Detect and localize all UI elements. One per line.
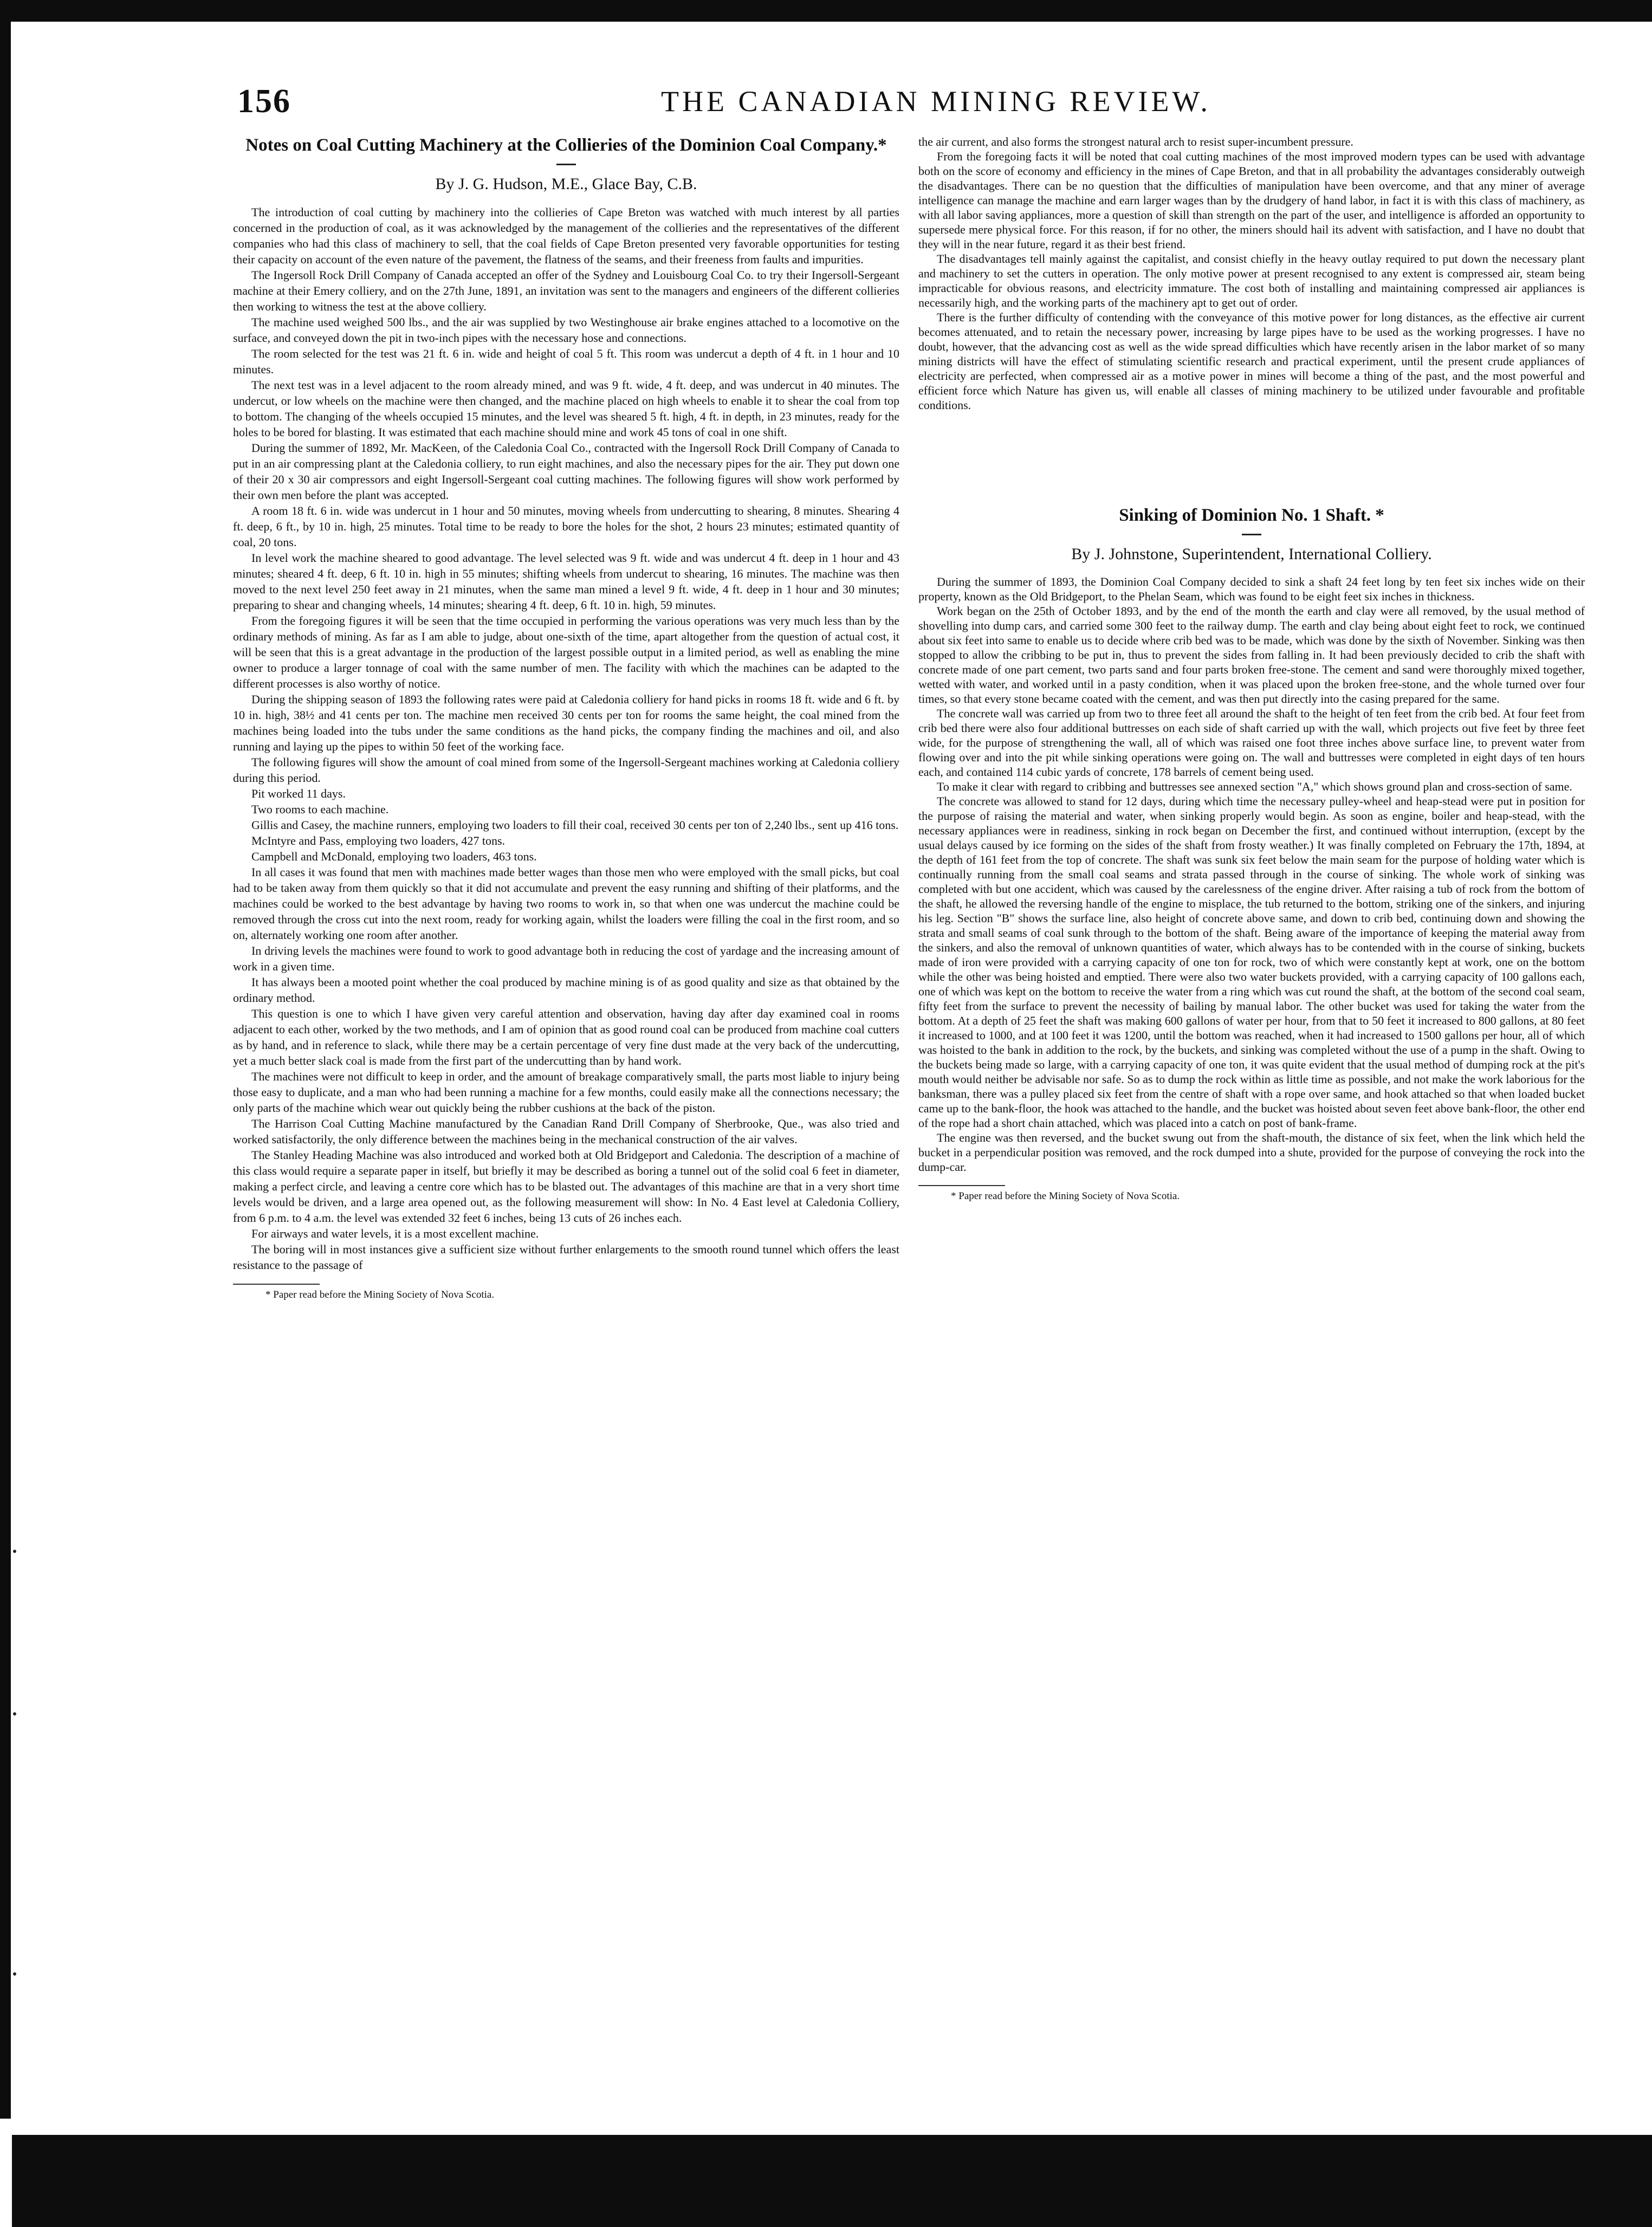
title-divider bbox=[556, 164, 576, 165]
paragraph: For airways and water levels, it is a most excellent machine. bbox=[251, 1227, 539, 1240]
paragraph: In level work the machine sheared to good advantage. The level selected was 9 ft. wide and was undercut 4 ft. deep in 1 hour and 43 minutes; sheared 4 ft. deep, 6 ft. 10 in. high in 55 minutes; shifting wheels from undercut to shearing, 16 minutes. The machine was then moved to the next level 250 feet away in 21 minutes, when the same man mined a level 9 ft. wide, 4 ft. deep in 1 hour and 30 minutes; preparing to shear and changing wheels, 14 minutes; shearing 4 ft. deep, 6 ft. 10 in. high, 59 minutes. bbox=[233, 551, 899, 612]
left-column bbox=[233, 134, 899, 1301]
paragraph: This question is one to which I have given very careful attention and observation, having day after day examined coal in rooms adjacent to each other, worked by the two methods, and I am of opinion that as good round coal can be produced from machine coal cutters as by hand, and in reference to slack, while there may be a certain percentage of very fine dust made at the very back of the undercutting, yet a much better slack coal is made from the first part of the undercutting than by hand work. bbox=[233, 1007, 899, 1067]
paragraph: The machines were not difficult to keep in order, and the amount of breakage comparatively small, the parts most liable to injury being those easy to duplicate, and a man who had been running a machine for a few months, could easily make all the connections necessary; the only parts of the machine which wear out quickly being the rubber cushions at the back of the piston. bbox=[233, 1070, 899, 1115]
page-number: 156 bbox=[237, 83, 291, 120]
right-column bbox=[918, 134, 1585, 1202]
paragraph: In all cases it was found that men with machines made better wages than those men who were employed with the small picks, but coal had to be taken away from them quickly so that it did not accumulate and prevent the easy running and shifting of their platforms, and the machines could be worked to the best advantage by having two rooms to work in, so that when one was undercut the machine could be removed through the cross cut into the next room, ready for working again, whilst the loaders were filling the coal in the first room, and so on, alternately working one room after another. bbox=[233, 865, 899, 942]
shaft-article-byline: By J. Johnstone, Superintendent, International Colliery. bbox=[1071, 545, 1432, 563]
paragraph: In driving levels the machines were found to work to good advantage both in reducing the cost of yardage and the increasing amount of work in a given time. bbox=[233, 944, 899, 973]
paragraph: During the shipping season of 1893 the following rates were paid at Caledonia colliery for hand picks in rooms 18 ft. wide and 6 ft. by 10 in. high, 38½ and 41 cents per ton. The machine men received 30 cents per ton for rooms the same height, the coal mined from the machines being loaded into the tubs under the same conditions as the hand picks, the company finding the machines and oil, and also running and laying up the pipes to within 50 feet of the working face. bbox=[233, 692, 899, 753]
paragraph: During the summer of 1892, Mr. MacKeen, of the Caledonia Coal Co., contracted with the Ingersoll Rock Drill Company of Canada to put in an air compressing plant at the Caledonia colliery, to run eight machines, and also the necessary pipes for the air. They put down one of their 20 x 30 air compressors and eight Ingersoll-Sergeant coal cutting machines. The following figures will show work performed by their own men before the plant was accepted. bbox=[233, 441, 899, 502]
footnote-rule bbox=[233, 1284, 320, 1285]
continued-paragraph: the air current, and also forms the strongest natural arch to resist super-incumbent pressure. bbox=[918, 135, 1353, 148]
paragraph: The engine was then reversed, and the bucket swung out from the shaft-mouth, the distance of six feet, when the link which held the bucket in a perpendicular position was removed, and the rock dumped into a shute, provided for the purpose of conveying the rock into the dump-car. bbox=[918, 1131, 1585, 1174]
shaft-article bbox=[918, 504, 1585, 1202]
shaft-article-footnote: * Paper read before the Mining Society of Nova Scotia. bbox=[951, 1190, 1180, 1202]
paragraph: It has always been a mooted point whether the coal produced by machine mining is of as good quality and size as that obtained by the ordinary method. bbox=[233, 975, 899, 1005]
paragraph: A room 18 ft. 6 in. wide was undercut in 1 hour and 50 minutes, moving wheels from undercutting to shearing, 8 minutes. Shearing 4 ft. deep, 6 ft., by 10 in. high, 25 minutes. Total time to be ready to bore the holes for the shot, 2 hours 23 minutes; estimated quantity of coal, 20 tons. bbox=[233, 504, 899, 549]
shaft-article-title: Sinking of Dominion No. 1 Shaft. * bbox=[1119, 506, 1384, 525]
margin-mark bbox=[13, 1550, 16, 1553]
paragraph: The concrete wall was carried up from two to three feet all around the shaft to the height of ten feet from the crib bed. At four feet from crib bed there were also four additional buttresses on each side of shaft carried up with the wall, which projects out five feet by three feet wide, for the purpose of strengthening the wall, all of which was raised one foot three inches above surface line, to prevent water from flowing over and into the pit while sinking operations were going on. The wall and buttresses were completed in eight days of ten hours each, and contained 114 cubic yards of concrete, 178 barrels of cement being used. bbox=[918, 707, 1585, 779]
bottom-border-bar bbox=[12, 2135, 1652, 2227]
continued-paragraph: There is the further difficulty of contending with the conveyance of this motive power for long distances, as the effective air current becomes attenuated, and to retain the necessary power, increasing by large pipes have to be used as the working progresses. I have no doubt, however, that the advancing cost as well as the wide spread difficulties which have recently arisen in the labor market of so many mining districts will have the effect of stimulating scientific research and practical experiment, until the present crude appliances of electricity are perfected, when compressed air as a motive power in mines will become a thing of the past, and the most powerful and efficient force which Nature has given us, will enable all classes of mining machinery to be utilized under favourable and profitable conditions. bbox=[918, 310, 1585, 412]
paragraph: The Stanley Heading Machine was also introduced and worked both at Old Bridgeport and Caledonia. The description of a machine of this class would require a separate paper in itself, but briefly it may be described as boring a tunnel out of the solid coal 6 feet in diameter, making a perfect circle, and leaving a centre core which has to be blasted out. The advantages of this machine are that in a very short time levels would be driven, and a large area opened out, as the following measurement will show: In No. 4 East level at Caledonia Colliery, from 6 p.m. to 4 a.m. the level was extended 32 feet 6 inches, being 13 cuts of 26 inches each. bbox=[233, 1148, 899, 1225]
paragraph: The Harrison Coal Cutting Machine manufactured by the Canadian Rand Drill Company of Sherbrooke, Que., was also tried and worked satisfactorily, the only difference between the machines being in the mechanical construction of the air valves. bbox=[233, 1117, 899, 1146]
coal-article-title: Notes on Coal Cutting Machinery at the Collieries of the Dominion Coal Company.* bbox=[245, 135, 887, 155]
paragraph: To make it clear with regard to cribbing and buttresses see annexed section "A," which shows ground plan and cross-section of same. bbox=[937, 780, 1572, 793]
paragraph: The Ingersoll Rock Drill Company of Canada accepted an offer of the Sydney and Louisbourg Coal Co. to try their Ingersoll-Sergeant machine at their Emery colliery, and on the 27th June, 1891, an invitation was sent to the managers and engineers of the different collieries then working to witness the test at the above colliery. bbox=[233, 268, 899, 313]
paragraph: The following figures will show the amount of coal mined from some of the Ingersoll-Sergeant machines working at Caledonia colliery during this period. bbox=[233, 755, 899, 785]
coal-article-footnote: * Paper read before the Mining Society of Nova Scotia. bbox=[265, 1289, 495, 1300]
paragraph: Work began on the 25th of October 1893, and by the end of the month the earth and clay were all removed, by the usual method of shovelling into dump cars, and carried some 300 feet to the railway dump. The earth and clay being about eight feet to rock, we continued about six feet into same to enable us to decide where crib bed was to be made, which was done by the sixth of November. Sinking was then stopped to allow the cribbing to be put in, thus to prevent the sides from falling in. It had been previously decided to crib the shaft with concrete made of one part cement, two parts sand and four parts broken free-stone. The cement and sand were thoroughly mixed together, wetted with water, and worked until in a pasty condition, when it was placed upon the broken free-stone, and the whole turned over four times, so that every stone became coated with the cement, and was then put directly into the casing prepared for the same. bbox=[918, 604, 1585, 705]
coal-article-byline: By J. G. Hudson, M.E., Glace Bay, C.B. bbox=[435, 175, 697, 193]
paragraph: The next test was in a level adjacent to the room already mined, and was 9 ft. wide, 4 ft. deep, and was undercut in 40 minutes. The undercut, or low wheels on the machine were then changed, and the machine placed on high wheels to enable it to shear the coal from top to bottom. The changing of the wheels occupied 15 minutes, and the level was sheared 5 ft. high, 4 ft. in depth, in 23 minutes, ready for the holes to be bored for blasting. It was estimated that each machine should mine and work 45 tons of coal in one shift. bbox=[233, 378, 899, 439]
paragraph: Two rooms to each machine. bbox=[251, 802, 389, 816]
margin-mark bbox=[13, 1712, 16, 1715]
paragraph: Campbell and McDonald, employing two loaders, 463 tons. bbox=[251, 850, 537, 863]
paragraph: McIntyre and Pass, employing two loaders, 427 tons. bbox=[251, 834, 506, 847]
continued-paragraph: The disadvantages tell mainly against the capitalist, and consist chiefly in the heavy outlay required to put down the necessary plant and machinery to set the cutters in operation. The only motive power at present recognised to any extent is compressed air, steam being impracticable for obvious reasons, and electricity immature. The cost both of installing and maintaining compressed air appliances is necessarily high, and the working parts of the machinery apt to get out of order. bbox=[918, 252, 1585, 309]
paragraph: The introduction of coal cutting by machinery into the collieries of Cape Breton was watched with much interest by all parties concerned in the production of coal, as it was acknowledged by the management of the collieries and the representatives of the different companies who had this class of machinery to sell, that the coal fields of Cape Breton presented very favorable opportunities for testing their capacity on account of the even nature of the pavement, the flatness of the seams, and their freeness from faults and impurities. bbox=[233, 205, 899, 266]
running-title: THE CANADIAN MINING REVIEW. bbox=[661, 85, 1211, 118]
paragraph: Pit worked 11 days. bbox=[251, 787, 346, 800]
title-divider bbox=[1242, 534, 1261, 535]
continued-paragraph: From the foregoing facts it will be noted that coal cutting machines of the most improved modern types can be used with advantage both on the score of economy and efficiency in the mines of Cape Breton, and that in all probability the advantages considerably outweigh the disadvantages. There can be no question that the difficulties of manipulation have been overcome, and that any miner of average intelligence can manage the machine and earn larger wages than by the drudgery of hand labor, in fact it is with this class of machinery, as with all labor saving appliances, more a question of skill than strength on the part of the user, and intelligence is afforded an opportunity to supersede mere physical force. For this reason, if for no other, the miners should hail its advent with satisfaction, and I have no doubt that they will in the near future, regard it as their best friend. bbox=[918, 150, 1585, 251]
paragraph: Gillis and Casey, the machine runners, employing two loaders to fill their coal, received 30 cents per ton of 2,240 lbs., sent up 416 tons. bbox=[251, 818, 899, 832]
paragraph: During the summer of 1893, the Dominion Coal Company decided to sink a shaft 24 feet long by ten feet six inches wide on their property, known as the Old Bridgeport, to the Phelan Seam, which was found to be eight feet six inches in thickness. bbox=[918, 575, 1585, 603]
footnote-rule bbox=[918, 1185, 1005, 1186]
paragraph: From the foregoing figures it will be seen that the time occupied in performing the various operations was very much less than by the ordinary methods of mining. As far as I am able to judge, about one-sixth of the time, apart altogether from the question of actual cost, it will be seen that this is a great advantage in the production of the largest possible output in a limited period, as well as enabling the mine owner to produce a larger tonnage of coal with the same number of men. The facility with which the machines can be adapted to the different processes is also worthy of notice. bbox=[233, 614, 899, 690]
paragraph: The room selected for the test was 21 ft. 6 in. wide and height of coal 5 ft. This room was undercut a depth of 4 ft. in 1 hour and 10 minutes. bbox=[233, 347, 899, 376]
paragraph: The boring will in most instances give a sufficient size without further enlargements to the smooth round tunnel which offers the least resistance to the passage of bbox=[233, 1242, 899, 1272]
paragraph: The concrete was allowed to stand for 12 days, during which time the necessary pulley-wheel and heap-stead were put in position for the purpose of raising the material and water, when sinking properly would begin. As soon as engine, boiler and heap-stead, with the necessary appliances were in readiness, sinking in rock began on December the first, and continued without interruption, (except by the usual delays caused by ice forming on the sides of the shaft from frosty weather.) It was finally completed on February the 17th, 1894, at the depth of 161 feet from the top of concrete. The shaft was sunk six feet below the main seam for the purpose of holding water which is continually running from the small coal seams and strata passed through in the course of sinking. The whole work of sinking was completed with but one accident, which was caused by the carelessness of the engine driver. After raising a tub of rock from the bottom of the shaft, he allowed the reversing handle of the engine to misplace, the tub returned to the bottom, striking one of the sinkers, and injuring his leg. Section "B" shows the surface line, also height of concrete above same, and down to crib bed, continuing down and showing the strata and small seams of coal sunk through to the bottom of the shaft. Being aware of the importance of keeping the material away from the sinkers, and also the removal of unknown quantities of water, which always has to be contended with in the course of sinking, buckets made of iron were provided with a carrying capacity of one ton for rock, two of which were constantly kept at work, one on the bottom while the other was being hoisted and emptied. There were also two water buckets provided, with a carrying capacity of 100 gallons each, one of which was kept on the bottom to receive the water from a ring which was cut round the shaft, at the bottom of the second coal seam, fifty feet from the surface to prevent the necessity of bailing by manual labor. The other bucket was used for taking the water from the bottom. At a depth of 25 feet the shaft was making 600 gallons of water per hour, from that to 50 feet it increased to 800 gallons, at 80 feet it increased to 1000, and at 100 feet it was 1200, until the bottom was reached, when it had increased to 1500 gallons per hour, all of which was hoisted to the bank in addition to the rock, by the buckets, and sinking was completed without the use of a pump in the shaft. Owing to the buckets being made so large, with a carrying capacity of one ton, it was quite evident that the usual method of dumping rock at the pit's mouth would neither be advisable nor safe. So as to dump the rock within as little time as possible, and not make the work laborious for the banksman, there was a pulley placed six feet from the centre of shaft with a rope over same, and hook attached so that when loaded bucket came up to the bank-floor, the hook was attached to the handle, and the bucket was hoisted about seven feet above bank-floor, the other end of the rope had a short chain attached, which was placed into a catch on post of bank-frame. bbox=[918, 794, 1585, 1130]
margin-mark bbox=[13, 1972, 16, 1976]
top-border-bar bbox=[0, 0, 1652, 22]
left-border-bar bbox=[0, 22, 11, 2119]
paragraph: The machine used weighed 500 lbs., and the air was supplied by two Westinghouse air brake engines attached to a locomotive on the surface, and conveyed down the pit in two-inch pipes with the necessary hose and connections. bbox=[233, 315, 899, 345]
